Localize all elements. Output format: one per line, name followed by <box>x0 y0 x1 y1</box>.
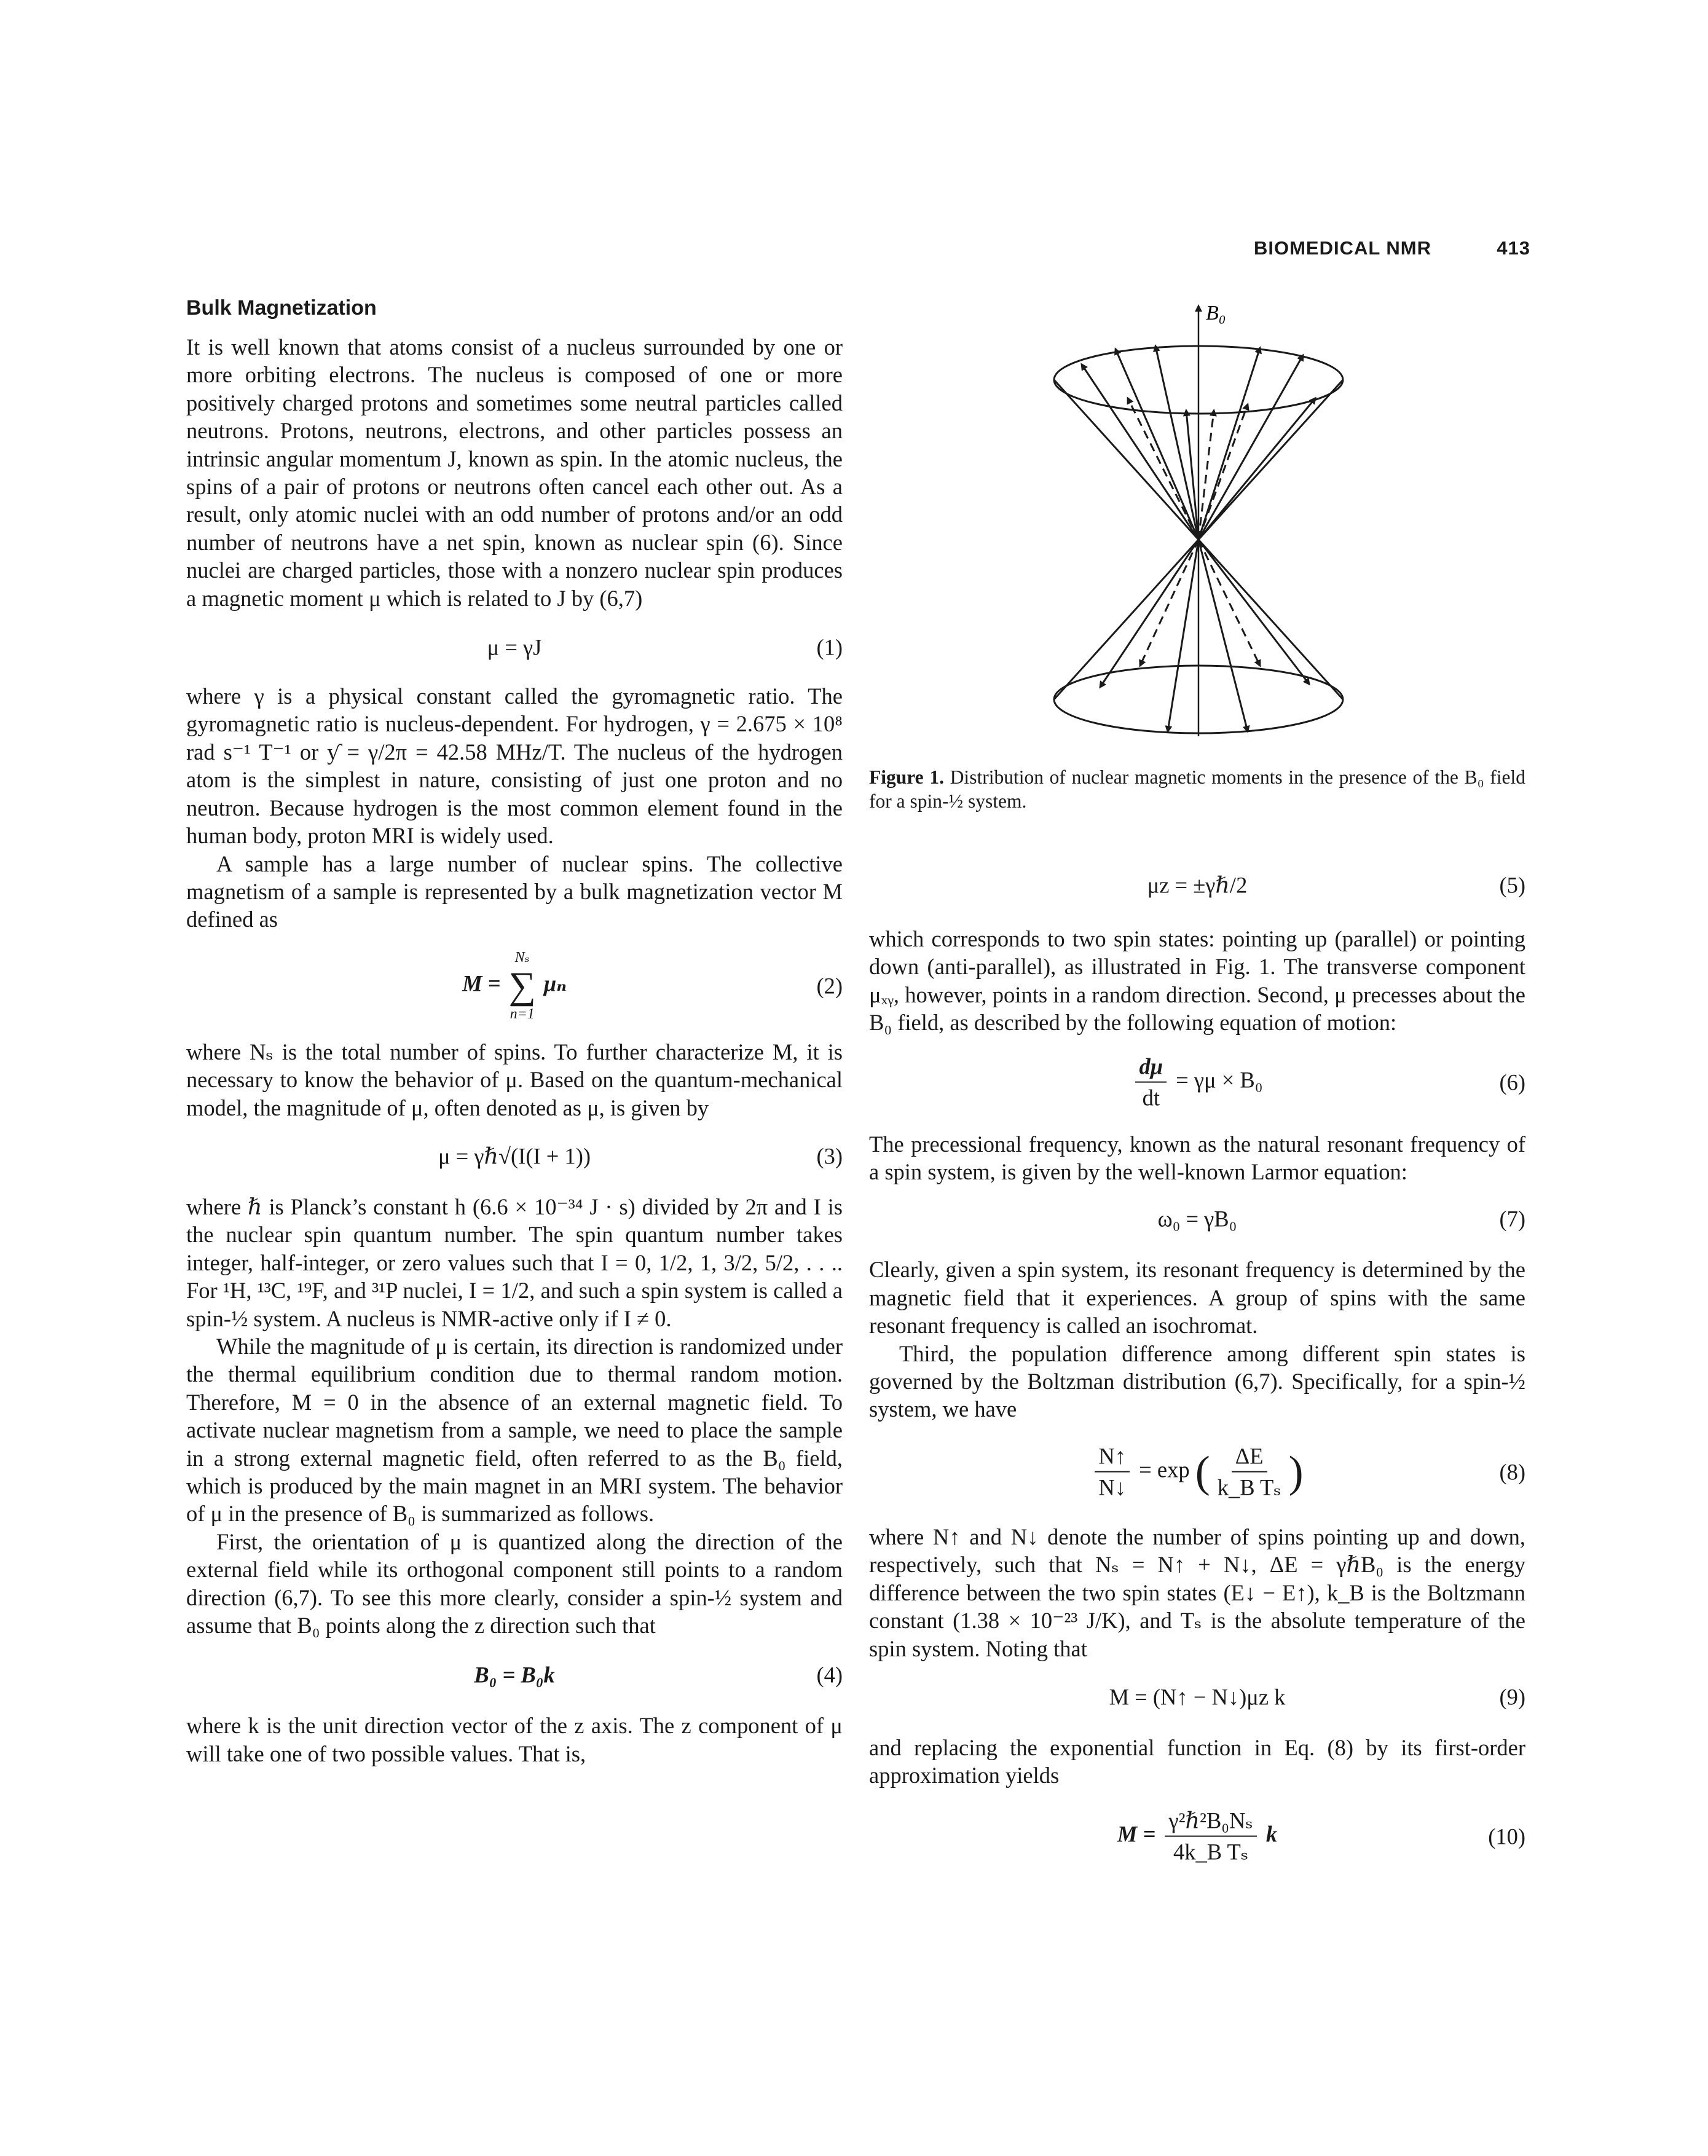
derivative-fraction <box>1135 1052 1167 1112</box>
spin-up-arrow <box>1155 346 1198 540</box>
sum-upper-limit: Nₛ <box>514 949 530 966</box>
spin-up-arrow <box>1082 364 1198 540</box>
left-column <box>186 294 843 1768</box>
equation-5 <box>869 864 1525 907</box>
sigma-symbol: ∑ <box>508 964 536 1007</box>
equation-number: (7) <box>1499 1206 1525 1232</box>
spin-down-hidden-vectors <box>1140 540 1260 666</box>
upper-cone-edge <box>1198 380 1343 540</box>
sum-lower-limit: n=1 <box>510 1005 535 1022</box>
ratio-fraction <box>1095 1442 1130 1501</box>
paragraph: A sample has a large number of nuclear spins. The collective magnetism of a sample is represented by a bulk magnetization vector M defined as <box>186 851 843 932</box>
paragraph: which corresponds to two spin states: pointing up (parallel) or pointing down (anti-parallel), as illustrated in Fig. 1. The transverse component μₓᵧ, however, points in a random direction. Second, μ precesses about the B₀ field, as described by the following equation of motion: <box>869 926 1525 1036</box>
lower-cone-edge <box>1198 540 1343 699</box>
equation-mid: = exp <box>1139 1457 1190 1482</box>
paragraph: where Nₛ is the total number of spins. To further characterize M, it is necessary to know the behavior of μ. Based on the quantum-mechanical model, the magnitude of μ, often denoted as μ, is given by <box>186 1039 843 1120</box>
equation-number: (8) <box>1499 1459 1525 1485</box>
paragraph: It is well known that atoms consist of a nucleus surrounded by one or more orbiting electrons. The nucleus is composed of one or more positively charged protons and sometimes some neutral particles called neutrons. Protons, neutrons, electrons, and other particles possess an intrinsic angular momentum J, known as spin. In the atomic nucleus, the spins of a pair of protons or neutrons often cancel each other out. As a result, only atomic nuclei with an odd number of protons and/or an odd number of neutrons have a net spin, known as nuclear spin (6). Since nuclei are charged particles, those with a nonzero nuclear spin produces a magnetic moment μ which is related to J by (6,7) <box>186 334 843 611</box>
fraction-denominator: k_B Tₛ <box>1217 1474 1281 1500</box>
equation-7 <box>869 1195 1525 1242</box>
equation-body: μ = γℏ√(I(I + 1)) <box>438 1143 591 1169</box>
paragraph: While the magnitude of μ is certain, its direction is randomized under the thermal equilibrium condition due to thermal random motion. Therefore, M = 0 in the absence of an external magnetic field. To activate nuclear magnetism from a sample, we need to place the sample in a strong external magnetic field, often referred to as the B₀ field, which is produced by the main magnet in an MRI system. The behavior of μ in the presence of B₀ is summarized as follows. <box>186 1333 843 1527</box>
fraction-numerator: γ²ℏ²B₀Nₛ <box>1165 1806 1256 1836</box>
equation-number: (2) <box>816 973 843 999</box>
equation-number: (3) <box>816 1143 843 1169</box>
b0-axis-label: B₀ <box>1206 302 1226 325</box>
equation-10 <box>869 1800 1525 1873</box>
caption-text: Distribution of nuclear magnetic moments in the presence of the B₀ field for a spin-½ system. <box>869 766 1526 812</box>
fraction-denominator: dt <box>1142 1085 1160 1111</box>
equation-4 <box>186 1651 843 1698</box>
equation-rhs: = γμ × B₀ <box>1176 1067 1263 1092</box>
equation-9 <box>869 1674 1525 1720</box>
equation-number: (5) <box>1499 872 1525 898</box>
equation-rhs: k <box>1265 1821 1278 1847</box>
equation-1 <box>186 626 843 669</box>
running-header <box>1254 237 1530 259</box>
spin-down-arrow <box>1198 540 1309 684</box>
spin-down-arrow <box>1198 540 1248 731</box>
paragraph: Third, the population difference among different spin states is governed by the Boltzman distribution (6,7). Specifically, for a spin-½ system, we have <box>869 1340 1525 1422</box>
fraction-denominator: 4k_B Tₛ <box>1173 1839 1249 1865</box>
equation-lhs: M = <box>1117 1821 1156 1847</box>
equation-body: ω₀ = γB₀ <box>1157 1206 1237 1232</box>
paragraph: where N↑ and N↓ denote the number of spins pointing up and down, respectively, such that Nₛ = N↑ + N↓, ΔE = γℏB₀ is the energy difference between the two spin states (E↓ − E↑), k_B is the Boltzmann constant (1.38 × 10⁻²³ J/K), and Tₛ is the absolute temperature of the spin system. Noting that <box>869 1524 1525 1661</box>
equation-body: μ = γJ <box>487 634 542 660</box>
equation-body: M = (N↑ − N↓)μz k <box>1109 1684 1286 1710</box>
equation-lhs: M = <box>462 970 501 996</box>
spin-up-arrow <box>1198 398 1315 540</box>
spin-down-vectors <box>1100 540 1309 731</box>
figure-1 <box>1045 294 1364 736</box>
equation-number: (9) <box>1499 1684 1525 1710</box>
equation-8 <box>869 1432 1525 1512</box>
equation-6 <box>869 1045 1525 1119</box>
exponent-fraction <box>1214 1442 1285 1501</box>
fraction-numerator: ΔE <box>1232 1442 1267 1472</box>
paragraph: where ℏ is Planck’s constant h (6.6 × 10⁻³⁴ J · s) divided by 2π and I is the nuclear spin quantum number. The spin quantum number takes integer, half-integer, or zero values such that I = 0, 1/2, 1, 3/2, 5/2, . . .. For ¹H, ¹³C, ¹⁹F, and ³¹P nuclei, I = 1/2, and such a spin system is called a spin-½ system. A nucleus is NMR-active only if I ≠ 0. <box>186 1194 843 1331</box>
right-paren: ) <box>1288 1447 1304 1497</box>
equation-number: (6) <box>1499 1069 1525 1095</box>
equation-3 <box>186 1133 843 1179</box>
equation-number: (10) <box>1488 1824 1525 1849</box>
magnetization-fraction <box>1165 1806 1256 1866</box>
fraction-denominator: N↓ <box>1098 1474 1127 1500</box>
paragraph: First, the orientation of μ is quantized along the direction of the external field while its orthogonal component still points to a random direction (6,7). To see this more clearly, consider a spin-½ system and assume that B₀ points along the z direction such that <box>186 1528 843 1639</box>
running-title: BIOMEDICAL NMR <box>1254 237 1431 259</box>
equation-number: (1) <box>816 634 843 660</box>
caption-label: Figure 1. <box>869 766 944 788</box>
summation <box>509 948 536 1023</box>
spin-up-hidden-arrow <box>1198 404 1248 540</box>
spin-up-arrow <box>1198 348 1260 540</box>
section-heading: Bulk Magnetization <box>186 296 377 320</box>
equation-body: μz = ±γℏ/2 <box>1147 872 1248 898</box>
upper-cone-edge <box>1054 380 1198 540</box>
paragraph: where k is the unit direction vector of the z axis. The z component of μ will take one of two possible values. That is, <box>186 1713 843 1766</box>
equation-body: μₙ <box>543 970 567 996</box>
spin-down-hidden-arrow <box>1140 540 1198 666</box>
paragraph: where γ is a physical constant called the gyromagnetic ratio. The gyromagnetic ratio is nucleus-dependent. For hydrogen, γ = 2.675 × 10⁸ rad s⁻¹ T⁻¹ or ƴ = γ/2π = 42.58 MHz/T. The nucleus of the hydrogen atom is the simplest in nature, consisting of just one proton and no neutron. Because hydrogen is the most common element found in the human body, proton MRI is widely used. <box>186 683 843 849</box>
figure-caption <box>869 765 1525 813</box>
spin-down-hidden-arrow <box>1198 540 1260 666</box>
spin-cone-diagram <box>1045 294 1364 736</box>
right-column <box>869 864 1525 1879</box>
paragraph: Clearly, given a spin system, its resonant frequency is determined by the magnetic field that it experiences. A group of spins with the same resonant frequency is called an isochromat. <box>869 1257 1525 1339</box>
equation-number: (4) <box>816 1662 843 1688</box>
spin-up-arrow <box>1198 355 1303 540</box>
page-number: 413 <box>1497 237 1530 259</box>
left-paren: ( <box>1195 1447 1210 1497</box>
paragraph: The precessional frequency, known as the natural resonant frequency of a spin system, is given by the well-known Larmor equation: <box>869 1131 1525 1185</box>
equation-2 <box>186 940 843 1032</box>
spin-up-arrow <box>1116 349 1198 540</box>
equation-body: B₀ = B₀k <box>474 1662 555 1688</box>
paragraph: and replacing the exponential function in Eq. (8) by its first-order approximation yields <box>869 1734 1525 1788</box>
fraction-numerator: dμ <box>1135 1052 1167 1082</box>
fraction-numerator: N↑ <box>1095 1442 1130 1472</box>
